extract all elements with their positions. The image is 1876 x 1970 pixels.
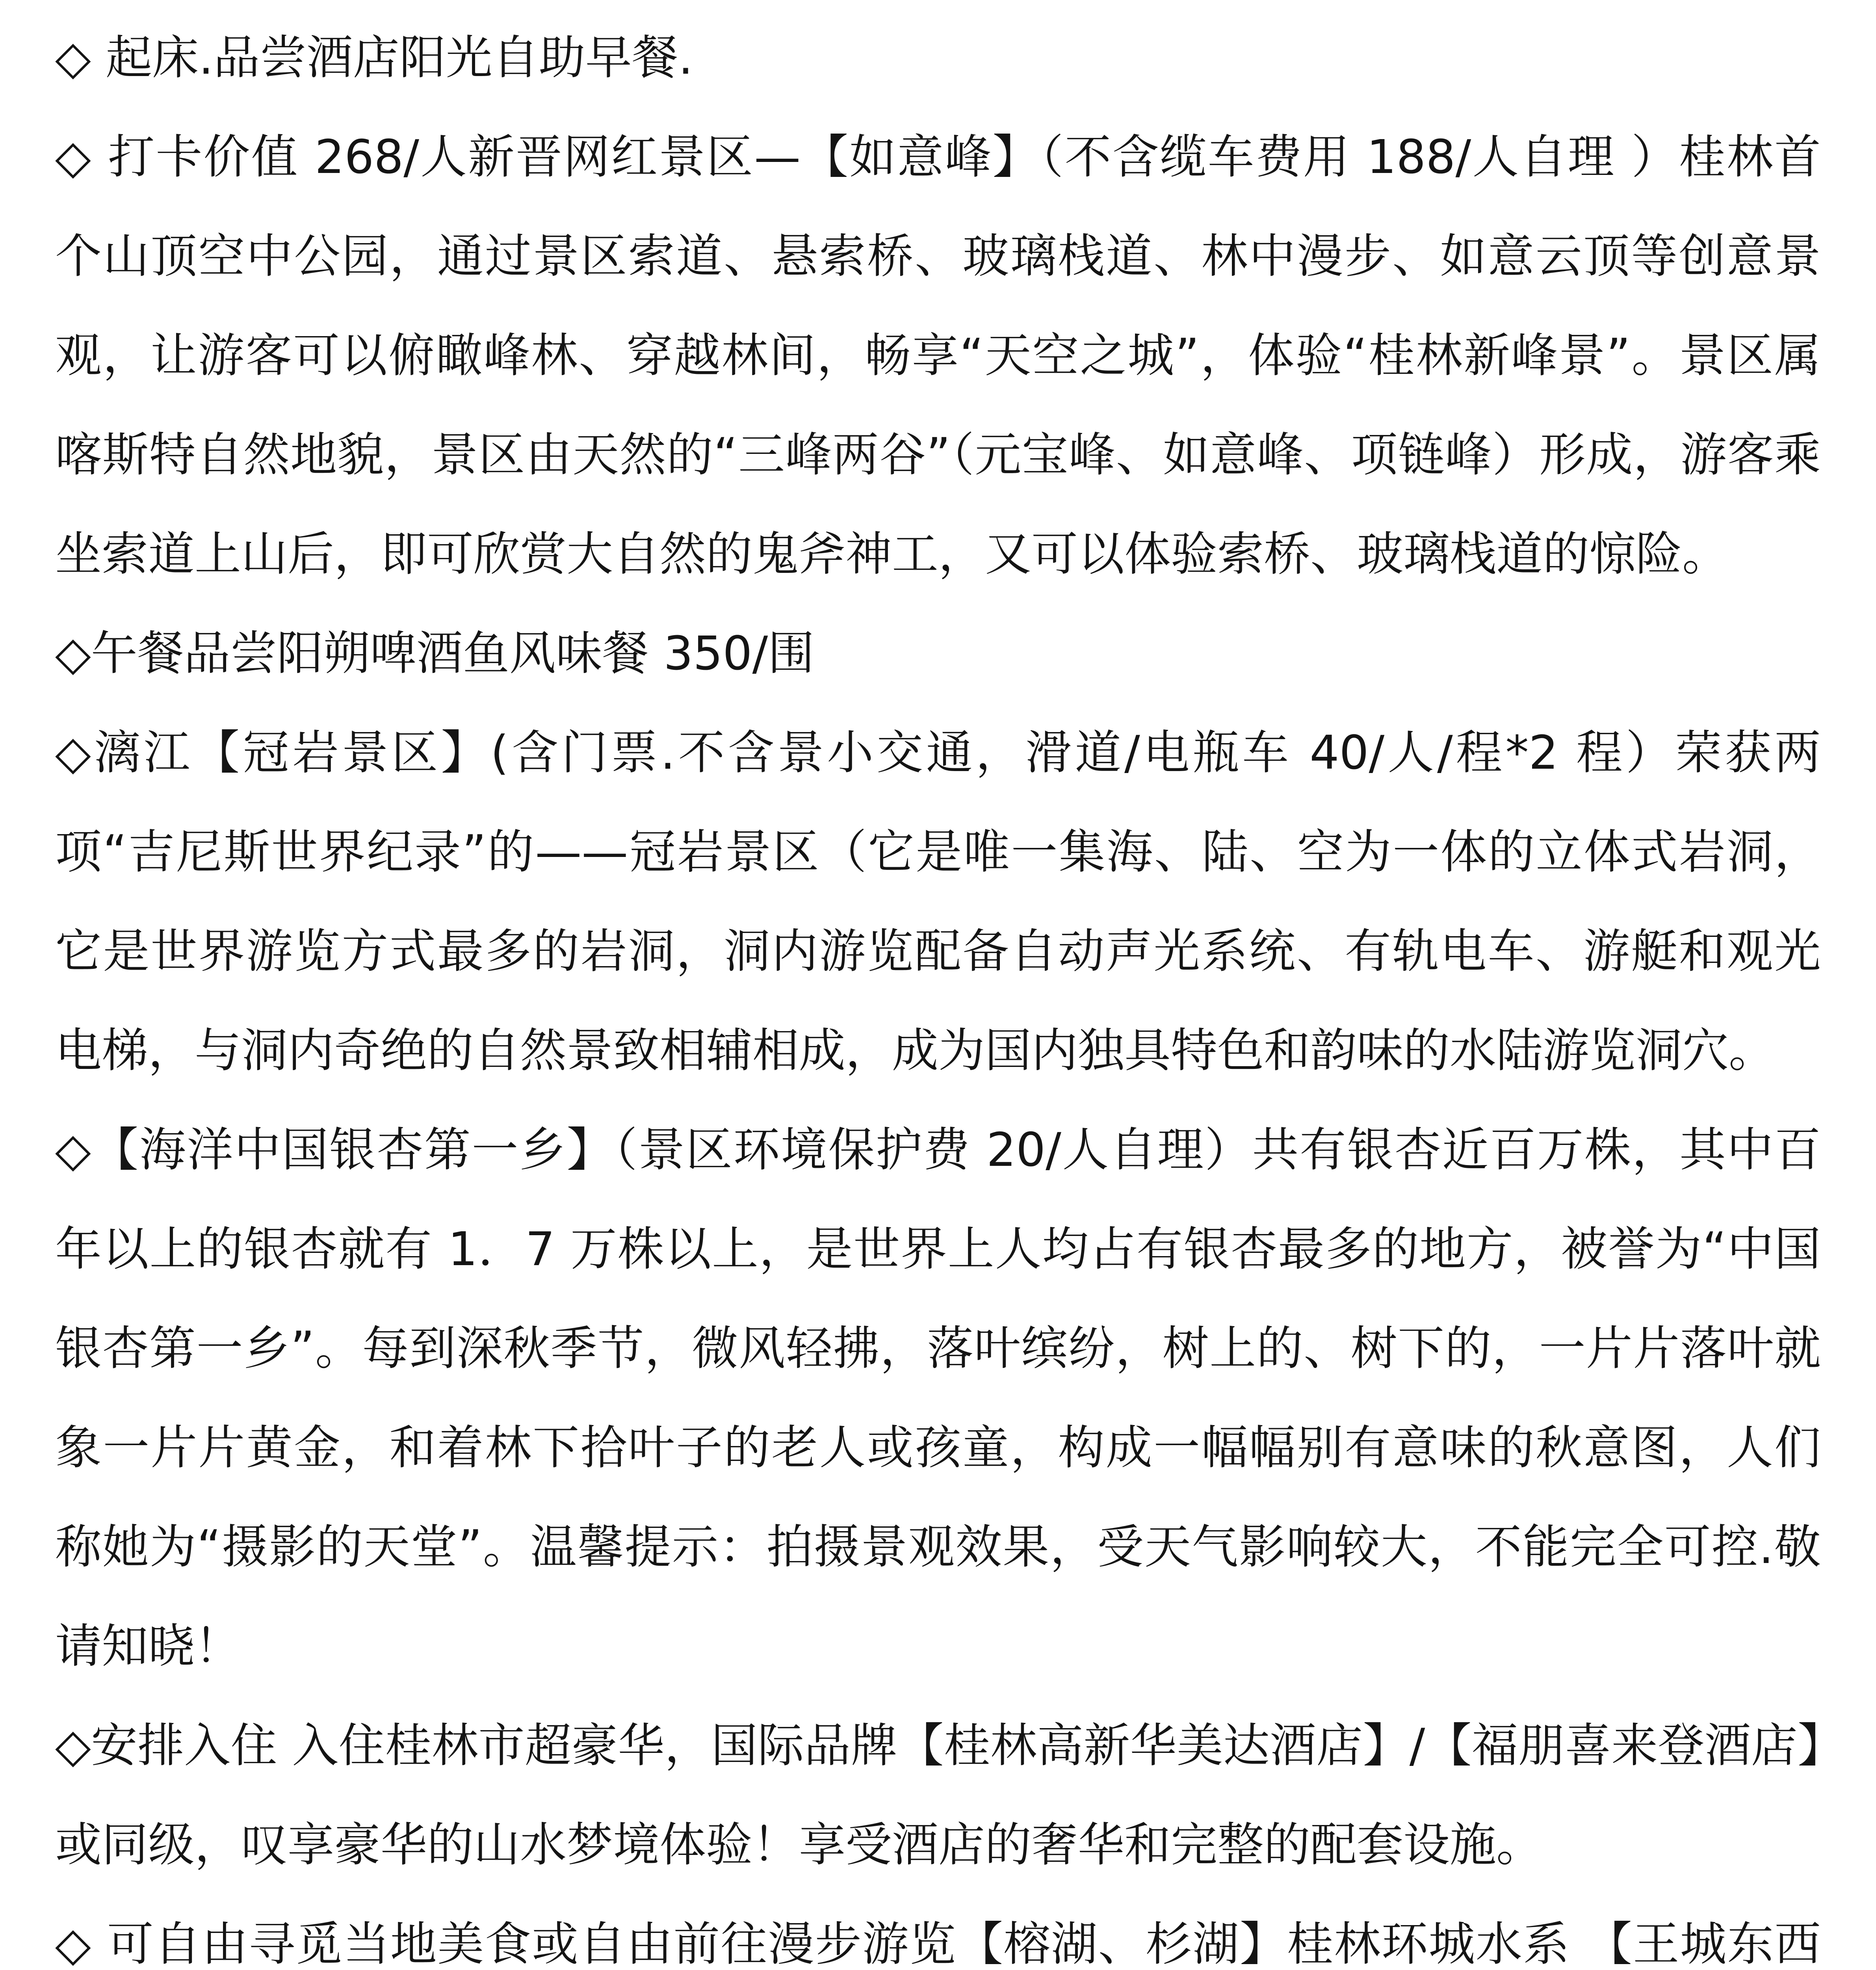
paragraph-breakfast: ◇ 起床.品尝酒店阳光自助早餐. xyxy=(55,30,693,85)
itinerary-document xyxy=(55,0,1821,1970)
paragraph-hotel-checkin: ◇安排入住 入住桂林市超豪华，国际品牌【桂林高新华美达酒店】/【福朋喜来登酒店】或同级，叹享豪华的山水梦境体验！享受酒店的奢华和完整的配套设施。 xyxy=(55,1718,1821,1872)
paragraph-guanyan-cave: ◇漓江【冠岩景区】(含门票.不含景小交通，滑道/电瓶车 40/人/程*2 程）荣获两项“吉尼斯世界纪录”的——冠岩景区（它是唯一集海、陆、空为一体的立体式岩洞，它是世界游览方式最多的岩洞，洞内游览配备自动声光系统、有轨电车、游艇和观光电梯，与洞内奇绝的自然景致相辅相成，成为国内独具特色和韵味的水陆游览洞穴。 xyxy=(55,725,1821,1078)
paragraph-ginkgo-village: ◇【海洋中国银杏第一乡】（景区环境保护费 20/人自理）共有银杏近百万株，其中百年以上的银杏就有 1．7 万株以上，是世界上人均占有银杏最多的地方，被誉为“中国银杏第一乡”。每到深秋季节，微风轻拂，落叶缤纷，树上的、树下的，一片片落叶就象一片片黄金，和着林下拾叶子的老人或孩童，构成一幅幅别有意味的秋意图，人们称她为“摄影的天堂”。温馨提示：拍摄景观效果，受天气影响较大，不能完全可控.敬请知晓！ xyxy=(55,1123,1821,1673)
paragraph-lunch: ◇午餐品尝阳朔啤酒鱼风味餐 350/围 xyxy=(55,626,815,680)
paragraph-free-evening: ◇ 可自由寻觅当地美食或自由前往漫步游览【榕湖、杉湖】桂林环城水系 【王城东西 xyxy=(55,1917,1821,1970)
paragraph-ruyi-peak: ◇ 打卡价值 268/人新晋网红景区—【如意峰】（不含缆车费用 188/人自理 ）桂林首个山顶空中公园，通过景区索道、悬索桥、玻璃栈道、林中漫步、如意云顶等创意景观，让游客可以俯瞰峰林、穿越林间，畅享“天空之城”，体验“桂林新峰景”。景区属喀斯特自然地貌，景区由天然的“三峰两谷”（元宝峰、如意峰、项链峰）形成，游客乘坐索道上山后，即可欣赏大自然的鬼斧神工，又可以体验索桥、玻璃栈道的惊险。 xyxy=(55,130,1821,581)
